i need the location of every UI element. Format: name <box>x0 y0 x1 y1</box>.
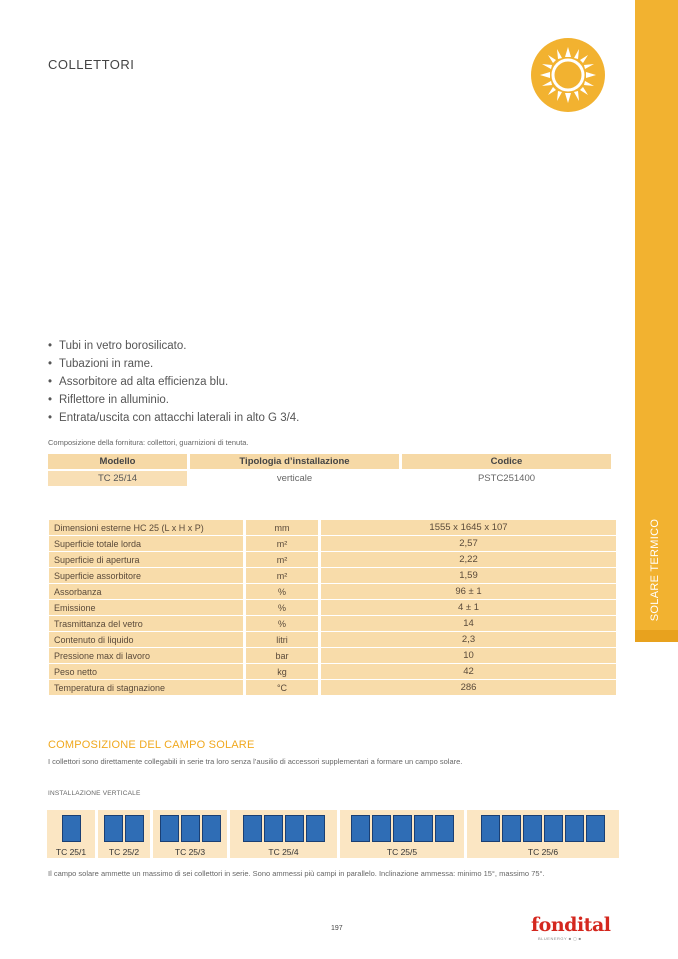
collector-panel <box>160 815 179 842</box>
spec-value: 14 <box>321 616 616 631</box>
table-row <box>49 616 616 631</box>
config-label: TC 25/1 <box>55 847 87 857</box>
spec-label: Superficie totale lorda <box>49 536 243 551</box>
spec-value: 42 <box>321 664 616 679</box>
spec-unit: mm <box>246 520 318 535</box>
config-label: TC 25/5 <box>386 847 418 857</box>
config-label: TC 25/6 <box>527 847 559 857</box>
collector-group <box>340 815 464 842</box>
install-label: INSTALLAZIONE VERTICALE <box>48 790 141 797</box>
field-config-2 <box>98 810 150 858</box>
list-item: • Assorbitore ad alta efficienza blu. <box>48 373 299 391</box>
table-row <box>49 568 616 583</box>
table-row <box>49 520 616 535</box>
config-label: TC 25/3 <box>174 847 206 857</box>
collector-panel <box>125 815 144 842</box>
collector-panel <box>351 815 370 842</box>
spec-unit: m² <box>246 552 318 567</box>
collector-panel <box>104 815 123 842</box>
table-row <box>49 552 616 567</box>
collector-panel <box>264 815 283 842</box>
collector-group <box>230 815 337 842</box>
spec-unit: litri <box>246 632 318 647</box>
table-header: Tipologia d’installazione <box>190 454 399 469</box>
page-title: COLLETTORI <box>48 57 135 72</box>
collector-panel <box>586 815 605 842</box>
spec-unit: m² <box>246 568 318 583</box>
config-label: TC 25/4 <box>268 847 299 857</box>
table-row <box>49 584 616 599</box>
spec-label: Dimensioni esterne HC 25 (L x H x P) <box>49 520 243 535</box>
collector-panel <box>523 815 542 842</box>
supply-note: Composizione della fornitura: collettori, guarnizioni di tenuta. <box>48 438 249 447</box>
spec-label: Pressione max di lavoro <box>49 648 243 663</box>
specs-table <box>46 519 619 696</box>
collector-panel <box>502 815 521 842</box>
code-cell: PSTC251400 <box>402 471 611 486</box>
section-text: I collettori sono direttamente collegabili in serie tra loro senza l’ausilio di accessori supplementari a formare un campo solare. <box>48 757 463 766</box>
field-config-4 <box>230 810 337 858</box>
install-type-cell: verticale <box>190 471 399 486</box>
section-title: COMPOSIZIONE DEL CAMPO SOLARE <box>48 739 255 751</box>
collector-group <box>98 815 150 842</box>
spec-unit: m² <box>246 536 318 551</box>
spec-label: Superficie di apertura <box>49 552 243 567</box>
table-row <box>49 632 616 647</box>
spec-value: 1555 x 1645 x 107 <box>321 520 616 535</box>
feature-list <box>48 337 299 427</box>
collector-panel <box>414 815 433 842</box>
collector-panel <box>565 815 584 842</box>
field-config-5 <box>340 810 464 858</box>
section-side-label: SOLARE TERMICO <box>649 518 661 622</box>
spec-unit: % <box>246 600 318 615</box>
model-cell: TC 25/14 <box>48 471 187 486</box>
spec-value: 2,57 <box>321 536 616 551</box>
table-row <box>49 664 616 679</box>
table-row <box>49 680 616 695</box>
collector-panel <box>202 815 221 842</box>
spec-unit: °C <box>246 680 318 695</box>
field-config-6 <box>467 810 619 858</box>
sun-icon <box>531 38 605 112</box>
spec-value: 1,59 <box>321 568 616 583</box>
field-config-1 <box>47 810 95 858</box>
spec-value: 96 ± 1 <box>321 584 616 599</box>
spec-unit: bar <box>246 648 318 663</box>
config-label: TC 25/2 <box>108 847 140 857</box>
list-item: • Tubazioni in rame. <box>48 355 299 373</box>
table-header: Modello <box>48 454 187 469</box>
collector-panel <box>181 815 200 842</box>
collector-panel <box>435 815 454 842</box>
table-row <box>49 600 616 615</box>
collector-panel <box>285 815 304 842</box>
collector-panel <box>372 815 391 842</box>
field-config-3 <box>153 810 227 858</box>
collector-panel <box>481 815 500 842</box>
spec-label: Trasmittanza del vetro <box>49 616 243 631</box>
spec-value: 4 ± 1 <box>321 600 616 615</box>
collector-group <box>47 815 95 842</box>
spec-label: Superficie assorbitore <box>49 568 243 583</box>
spec-unit: % <box>246 584 318 599</box>
spec-label: Assorbanza <box>49 584 243 599</box>
collector-panel <box>544 815 563 842</box>
table-row <box>49 536 616 551</box>
spec-unit: % <box>246 616 318 631</box>
spec-value: 2,22 <box>321 552 616 567</box>
footnote: Il campo solare ammette un massimo di sei collettori in serie. Sono ammessi più campi in parallelo. Inclinazione ammessa: minimo 15°, massimo 75°. <box>48 869 545 878</box>
spec-label: Contenuto di liquido <box>49 632 243 647</box>
spec-label: Emissione <box>49 600 243 615</box>
table-header: Codice <box>402 454 611 469</box>
brand-logo: fondital <box>531 914 611 936</box>
collector-panel <box>393 815 412 842</box>
spec-label: Peso netto <box>49 664 243 679</box>
list-item: • Riflettore in alluminio. <box>48 391 299 409</box>
table-row <box>49 648 616 663</box>
list-item: • Tubi in vetro borosilicato. <box>48 337 299 355</box>
page-number: 197 <box>331 925 343 932</box>
spec-label: Temperatura di stagnazione <box>49 680 243 695</box>
collector-group <box>467 815 619 842</box>
spec-value: 286 <box>321 680 616 695</box>
model-table <box>45 452 614 488</box>
list-item: • Entrata/uscita con attacchi laterali in alto G 3/4. <box>48 409 299 427</box>
collector-panel <box>306 815 325 842</box>
collector-panel <box>62 815 81 842</box>
brand-tagline: BLUENERGY ■ ◻ ■ <box>538 936 582 941</box>
collector-group <box>153 815 227 842</box>
spec-unit: kg <box>246 664 318 679</box>
collector-panel <box>243 815 262 842</box>
spec-value: 10 <box>321 648 616 663</box>
spec-value: 2,3 <box>321 632 616 647</box>
